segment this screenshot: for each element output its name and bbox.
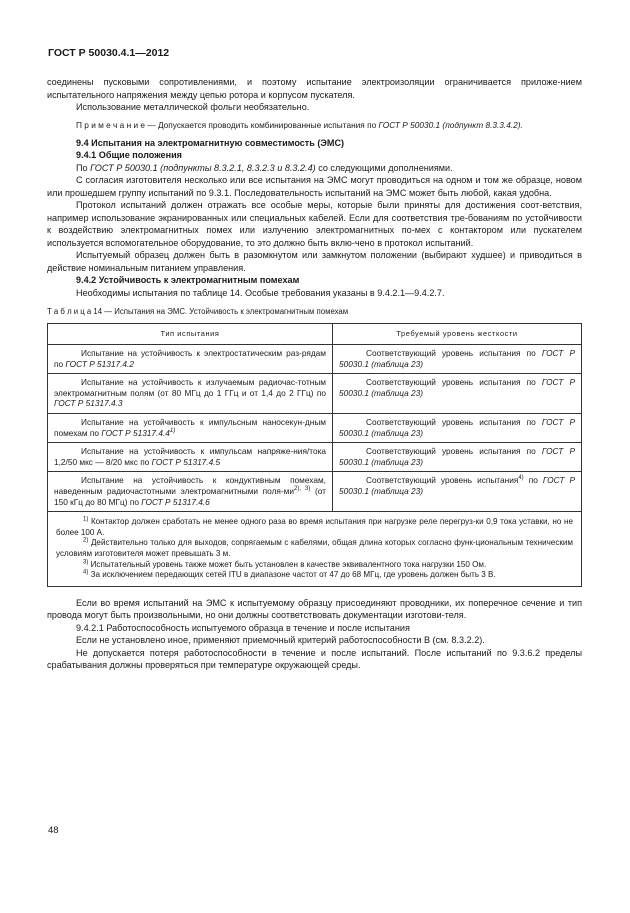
table-footnotes [48,512,582,587]
text-run: со следующими дополнениями. [315,162,453,173]
subsection-heading: 9.4.1 Общие положения [76,150,182,160]
footnote [56,560,573,571]
table-cell [333,414,582,443]
footnote-text: За исключением передающих сетей ITU в диапазоне частот от 47 до 68 МГц, где уровень должен быть 3 В. [88,570,496,580]
footnote-mark: 3) [83,558,89,565]
document-body [47,76,582,672]
paragraph: соединены пусковыми сопротивлениями, и поэтому испытание электроизоляции ограничивается приложе-нием испытательного напряжения между цепью ротора и корпусом пускателя. [47,77,582,100]
table-cell [333,345,582,374]
cell-reference: ГОСТ Р 51317.4.3 [54,398,123,409]
document-header: ГОСТ Р 50030.4.1—2012 [48,47,170,59]
paragraph: Протокол испытаний должен отражать все особые меры, которые были приняты для достижения соот-ветствия, например использование экранированных или специальных кабелей. Если для соответствия тре-бованиям по устойчивости к воздействию электромагнитных помех или излучению электромагнитных по-мех с контактором или пускателем используется вспомогательное оборудование, то это должно быть вклю-чено в протокол испытаний. [47,200,582,248]
table-row [48,414,582,443]
cell-text: Испытание на устойчивость к электростатическим раз-рядам по [54,348,326,369]
cell-text: Соответствующий уровень испытания [366,475,519,486]
cell-text: Соответствующий уровень испытания по [366,446,542,457]
paragraph: Необходимы испытания по таблице 14. Особые требования указаны в 9.4.2.1—9.4.2.7. [76,287,445,298]
cell-text: Соответствующий уровень испытания по [366,348,542,359]
caption-text: — Испытания на ЭМС. Устойчивость к электромагнитным помехам [102,307,349,316]
footnote-mark: 1) [83,516,89,523]
subsection-heading: 9.4.2 Устойчивость к электромагнитным помехам [76,275,300,285]
paragraph: Не допускается потеря работоспособности в течение и после испытаний. После испытаний по 9.3.6.2 пределы срабатывания должны проверяться при температуре окружающей среды. [47,647,582,671]
cell-text: Испытание на устойчивость к импульсным наносекун-дным помехам по [54,417,326,438]
cell-reference: ГОСТ Р 50030.1 (таблица 23) [339,446,575,467]
table-cell [333,472,582,512]
table-cell [48,472,333,512]
reference: ГОСТ Р 50030.1 (подпункты 8.3.2.1, 8.3.2.3 и 8.3.2.4) [90,162,316,173]
cell-text: Соответствующий уровень испытания по [366,417,542,428]
cell-reference: ГОСТ Р 51317.4.4 [101,427,170,438]
footnote-mark: 1) [169,427,176,434]
cell-reference: ГОСТ Р 50030.1 (таблица 23) [339,377,575,398]
table-cell [48,374,333,414]
paragraph: Если во время испытаний на ЭМС к испытуемому образцу присоединяют проводники, их поперечное сечение и тип провода могут быть произвольными, но они должны соответствовать документации изготови-теля. [47,597,582,621]
note-text: — Допускается проводить комбинированные испытания по [145,119,379,130]
footnote-text: Контактор должен сработать не менее одного раза во время испытания при нагрузке реле перегруз-ки 0,9 тока уставки, но не более 100 А. [56,517,573,537]
cell-reference: ГОСТ Р 50030.1 (таблица 23) [339,475,575,497]
table-caption [47,306,582,319]
table-row [48,443,582,472]
column-header: Тип испытания [48,323,333,345]
paragraph [47,162,582,175]
page-number: 48 [48,825,59,836]
footnote [56,538,573,559]
clause-heading: 9.4.2.1 Работоспособность испытуемого образца в течение и после испытания [76,622,410,633]
table-row [48,374,582,414]
table-cell [48,443,333,472]
text-run: По [76,162,91,173]
table-row [48,472,582,512]
cell-reference: ГОСТ Р 51317.4.5 [151,456,221,467]
cell-text: Испытание на устойчивость к кондуктивным помехам, наведенным радиочастотными электромагнитными поля-ми [54,475,326,497]
cell-text: Испытание на устойчивость к излучаемым радиочас-тотным электромагнитным полям (от 80 МГц до 1 ГГц и от 1,4 до 2 ГГц) по [54,377,326,398]
emc-table [47,323,582,587]
table-cell [333,443,582,472]
table-header-row [48,323,582,345]
cell-text: Соответствующий уровень испытания по [366,377,542,388]
cell-text: (от 150 кГц до 80 МГц) по [54,486,326,507]
note [47,120,582,131]
cell-reference: ГОСТ Р 51317.4.2 [65,358,134,369]
column-header: Требуемый уровень жесткости [333,323,582,345]
footnote-mark: 4) [518,475,524,482]
note-label: П р и м е ч а н и е [76,119,146,130]
table-cell [48,345,333,374]
caption-label: Т а б л и ц а 14 [47,307,103,316]
footnote-text: Действительно только для выходов, сопрягаемым с кабелями, общая длина которых согласно функ-циональным техническим условиям изготовителя может превышать 3 м. [56,538,573,558]
table-cell [48,414,333,443]
section-heading: 9.4 Испытания на электромагнитную совместимость (ЭМС) [76,137,345,148]
table-footnotes-row [48,512,582,587]
table-row [48,345,582,374]
paragraph: С согласия изготовителя несколько или все испытания на ЭМС могут проводиться на одном и том же образце, новом или прошедшем группу испытаний по 9.3.1. Последовательность испытаний на ЭМС может быть любой, какая удобна. [47,175,582,198]
cell-reference: ГОСТ Р 50030.1 (таблица 23) [339,348,575,369]
paragraph: Испытуемый образец должен быть в разомкнутом или замкнутом положении (выбирают худшее) и приводиться в действие номинальным питанием управления. [47,250,582,273]
footnote-mark: 4) [83,569,89,576]
cell-text: по [523,475,543,486]
note-reference: ГОСТ Р 50030.1 (подпункт 8.3.3.4.2). [378,119,523,130]
table-cell [333,374,582,414]
cell-reference: ГОСТ Р 50030.1 (таблица 23) [339,417,575,438]
footnote [56,570,573,581]
paragraph: Использование металлической фольги необязательно. [76,102,310,112]
cell-text: Испытание на устойчивость к импульсам напряже-ния/тока 1,2/50 мкс — 8/20 мкс по [54,446,326,467]
cell-reference: ГОСТ Р 51317.4.6 [141,496,210,507]
footnote-mark: 2) [83,537,89,544]
paragraph: Если не установлено иное, применяют приемочный критерий работоспособности В (см. 8.3.2.2). [76,635,485,646]
footnote-text: Испытательный уровень также может быть установлен в качестве эквивалентного тока нагрузки 150 Ом. [88,559,487,569]
footnote-mark: 2), 3) [294,486,311,493]
footnote [56,517,573,538]
